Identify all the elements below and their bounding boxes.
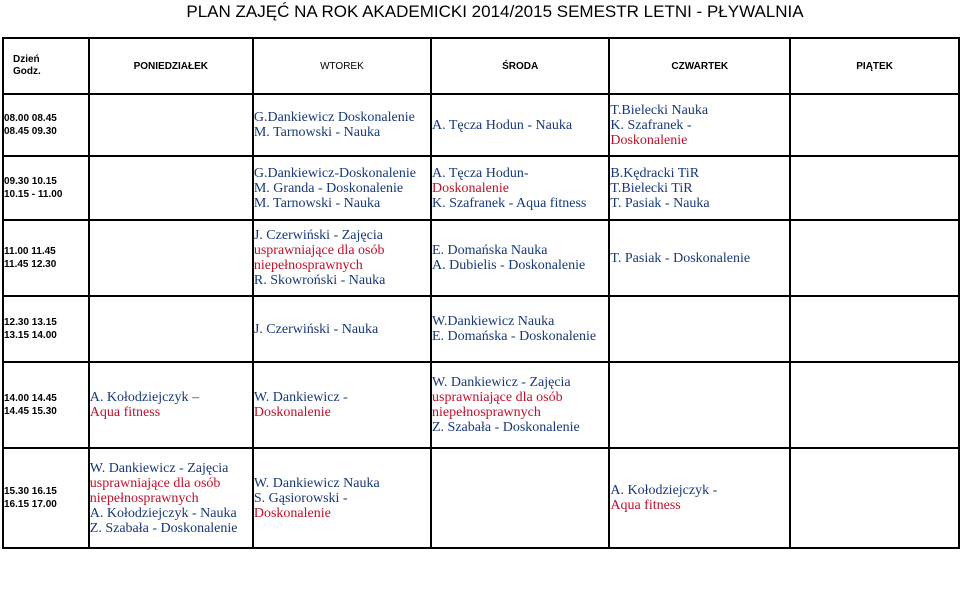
class-entry-line: T. Pasiak - Nauka — [610, 195, 710, 211]
schedule-row — [3, 94, 959, 156]
class-cell-mon — [89, 296, 253, 362]
class-entry-line: B.Kędracki TiR — [610, 165, 700, 181]
class-cell-thu — [609, 94, 790, 156]
class-cell-fri — [790, 220, 959, 296]
time-range: 15.30 16.15 — [4, 486, 57, 497]
time-range: 14.45 15.30 — [4, 406, 57, 417]
class-entry-line: G.Dankiewicz Doskonalenie — [253, 110, 415, 125]
class-cell-mon — [89, 448, 253, 548]
time-range: 12.30 13.15 — [4, 317, 57, 328]
time-slot — [3, 448, 89, 548]
class-entry-line: usprawniające dla osób — [432, 390, 563, 405]
class-entry-line: A. Tęcza Hodun- — [432, 165, 529, 181]
class-entry-line: Doskonalenie — [610, 132, 688, 148]
class-entry-line: Aqua fitness — [89, 405, 161, 420]
class-cell-tue — [253, 94, 431, 156]
class-cell-mon — [89, 362, 253, 448]
class-entry-line: Doskonalenie — [253, 505, 331, 521]
class-cell-wed — [431, 156, 609, 220]
class-entry-line: Z. Szabała - Doskonalenie — [89, 520, 238, 536]
day-header-monday: PONIEDZIAŁEK — [89, 38, 253, 94]
class-entry-line: Doskonalenie — [253, 405, 331, 420]
class-entry-line: usprawniające dla osób — [89, 475, 221, 491]
class-entry-line: W. Dankiewicz Nauka — [253, 475, 380, 491]
class-entry-line: Doskonalenie — [432, 180, 509, 196]
class-entry-line: T.Bielecki TiR — [610, 180, 693, 196]
class-entry-line: A. Kołodziejczyk - — [610, 483, 718, 498]
class-cell-fri — [790, 94, 959, 156]
class-cell-mon — [89, 220, 253, 296]
time-range: 08.45 09.30 — [4, 126, 57, 137]
class-cell-thu — [609, 156, 790, 220]
time-range: 08.00 08.45 — [4, 113, 57, 124]
class-cell-thu — [609, 448, 790, 548]
day-header-friday: PIĄTEK — [790, 38, 959, 94]
class-cell-tue — [253, 220, 431, 296]
class-entry-line: A. Kołodziejczyk – — [89, 390, 200, 405]
schedule-table — [2, 37, 960, 549]
class-entry-line: J. Czerwiński - Zajęcia — [253, 228, 383, 243]
class-cell-wed — [431, 220, 609, 296]
class-cell-fri — [790, 296, 959, 362]
time-slot — [3, 94, 89, 156]
class-entry-line: M. Tarnowski - Nauka — [253, 195, 381, 211]
class-entry-line: W. Dankiewicz - — [253, 390, 348, 405]
time-range: 14.00 14.45 — [4, 393, 57, 404]
class-cell-tue — [253, 448, 431, 548]
class-cell-wed — [431, 362, 609, 448]
class-entry-line: E. Domańska - Doskonalenie — [432, 329, 597, 344]
class-entry-line: Z. Szabała - Doskonalenie — [432, 420, 580, 435]
class-cell-tue — [253, 156, 431, 220]
class-entry-line: M. Tarnowski - Nauka — [253, 125, 381, 140]
class-entry-line: J. Czerwiński - Nauka — [253, 321, 379, 337]
time-slot — [3, 220, 89, 296]
class-entry-line: M. Granda - Doskonalenie — [253, 180, 404, 196]
class-entry-line: R. Skowroński - Nauka — [253, 273, 386, 288]
header-row — [3, 38, 959, 94]
schedule-row — [3, 362, 959, 448]
class-entry-line: niepełnosprawnych — [432, 405, 541, 420]
schedule-row — [3, 220, 959, 296]
day-header-tuesday: WTOREK — [253, 38, 431, 94]
class-entry-line: E. Domańska Nauka — [432, 243, 548, 258]
corner-header: Dzień Godz. — [3, 38, 89, 94]
day-header-thursday: CZWARTEK — [609, 38, 790, 94]
class-cell-wed — [431, 296, 609, 362]
schedule-row — [3, 448, 959, 548]
class-cell-mon — [89, 156, 253, 220]
class-cell-thu — [609, 362, 790, 448]
day-header-wednesday: ŚRODA — [431, 38, 609, 94]
class-entry-line: K. Szafranek - — [610, 117, 692, 133]
time-range: 10.15 - 11.00 — [4, 189, 63, 200]
class-cell-thu — [609, 220, 790, 296]
page-title: PLAN ZAJĘĆ NA ROK AKADEMICKI 2014/2015 SEMESTR LETNI - PŁYWALNIA — [186, 2, 804, 21]
class-entry-line: T. Pasiak - Doskonalenie — [610, 250, 751, 266]
class-entry-line: W. Dankiewicz - Zajęcia — [89, 460, 229, 476]
time-range: 11.00 11.45 — [4, 246, 56, 257]
class-entry-line: niepełnosprawnych — [89, 490, 199, 506]
class-entry-line: K. Szafranek - Aqua fitness — [432, 195, 587, 211]
class-cell-fri — [790, 362, 959, 448]
schedule-row — [3, 156, 959, 220]
time-slot — [3, 296, 89, 362]
class-entry-line: usprawniające dla osób — [253, 243, 385, 258]
class-cell-fri — [790, 448, 959, 548]
class-entry-line: A. Tęcza Hodun - Nauka — [432, 117, 573, 133]
class-cell-thu — [609, 296, 790, 362]
class-entry-line: W.Dankiewicz Nauka — [432, 314, 555, 329]
class-cell-tue — [253, 362, 431, 448]
class-entry-line: S. Gąsiorowski - — [253, 490, 348, 506]
class-entry-line: T.Bielecki Nauka — [610, 102, 709, 118]
class-entry-line: Aqua fitness — [610, 498, 681, 513]
class-entry-line: A. Dubielis - Doskonalenie — [432, 258, 586, 273]
class-cell-tue — [253, 296, 431, 362]
time-range: 09.30 10.15 — [4, 176, 57, 187]
class-entry-line: A. Kołodziejczyk - Nauka — [89, 505, 237, 521]
time-slot — [3, 362, 89, 448]
time-range: 11.45 12.30 — [4, 259, 57, 270]
schedule-row — [3, 296, 959, 362]
class-cell-wed — [431, 448, 609, 548]
time-slot — [3, 156, 89, 220]
class-entry-line: G.Dankiewicz-Doskonalenie — [253, 165, 416, 181]
time-range: 13.15 14.00 — [4, 330, 57, 341]
class-entry-line: W. Dankiewicz - Zajęcia — [432, 375, 571, 390]
time-range: 16.15 17.00 — [4, 499, 57, 510]
class-cell-mon — [89, 94, 253, 156]
class-cell-fri — [790, 156, 959, 220]
class-entry-line: niepełnosprawnych — [253, 258, 363, 273]
class-cell-wed — [431, 94, 609, 156]
